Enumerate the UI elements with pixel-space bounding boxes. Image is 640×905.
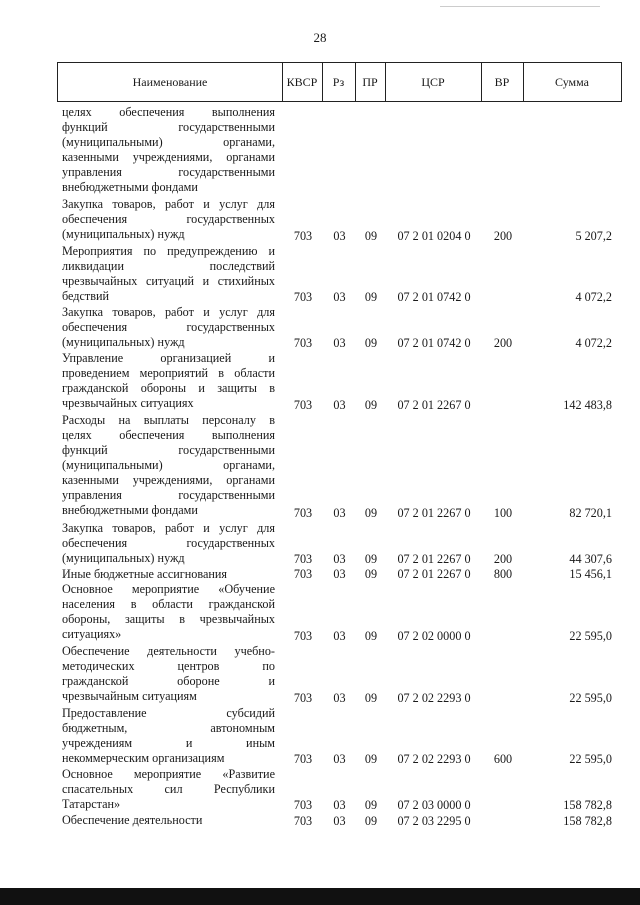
cell-rz: 03 [333,551,346,566]
row-name [62,706,275,766]
table-row [0,813,640,828]
cell-pr: 09 [364,690,378,705]
cell-csr: 07 2 01 2267 0 [397,551,471,566]
row-name-line: ситуациях» [62,627,122,642]
row-name-line: (муниципальных) нужд [62,335,185,350]
cell-pr: 09 [364,397,378,412]
row-name [62,521,275,566]
cell-kvsr: 703 [293,290,313,305]
table-row [0,706,640,768]
cell-pr: 09 [364,505,378,520]
cell-kvsr: 703 [293,505,313,520]
cell-rz: 03 [333,628,346,643]
cell-sum: 4 072,2 [575,290,612,305]
row-name-line: (муниципальными) органами, [62,135,275,149]
cell-kvsr: 703 [293,813,313,828]
cell-pr: 09 [364,752,378,767]
page-number: 28 [313,30,327,45]
row-name-line: населения в области гражданской [62,597,275,612]
cell-vr: 200 [493,336,513,351]
header-pr: ПР [355,62,386,102]
cell-rz: 03 [333,752,346,767]
cell-sum: 22 595,0 [569,628,612,643]
table-row [0,305,640,351]
cell-rz: 03 [333,397,346,412]
row-name-line: Предоставление субсидий [62,705,275,720]
cell-sum: 5 207,2 [575,228,612,243]
row-name [62,197,275,242]
row-name [62,644,275,704]
cell-kvsr: 703 [293,336,313,351]
cell-rz: 03 [333,813,346,828]
cell-csr: 07 2 03 2295 0 [397,813,471,828]
row-name-line: Закупка товаров, работ и услуг для [62,197,275,212]
cell-pr: 09 [364,567,378,582]
row-name-line: целях обеспечения выполнения [62,428,275,442]
row-name-line: Расходы на выплаты персоналу в [62,413,275,427]
row-name [62,244,275,304]
row-name-line: обеспечения государственных [62,535,275,550]
header-rz: Рз [322,62,356,102]
row-name-line: Закупка товаров, работ и услуг для [62,305,275,320]
cell-sum: 22 595,0 [569,752,612,767]
row-name-line: обеспечения государственных [62,320,275,335]
cell-kvsr: 703 [293,798,313,813]
row-name [62,305,275,350]
cell-vr: 200 [493,551,513,566]
row-name-line: учреждениям и иным [62,735,275,750]
row-name-line: обороны, защиты в чрезвычайных [62,612,275,627]
cell-vr: 100 [493,505,513,520]
cell-rz: 03 [333,228,346,243]
row-name [62,105,275,195]
row-name-line: Обеспечение деятельности [62,813,203,828]
cell-kvsr: 703 [293,551,313,566]
cell-sum: 44 307,6 [569,551,612,566]
row-name-line: ликвидации последствий [62,258,275,273]
row-name-line: гражданской обороны и защиты в [62,381,275,396]
row-name-line: чрезвычайных ситуациях [62,396,194,411]
row-name-line: спасательных сил Республики [62,782,275,797]
cell-vr: 600 [493,752,513,767]
cell-kvsr: 703 [293,752,313,767]
row-name-line: внебюджетными фондами [62,503,198,517]
cell-csr: 07 2 01 0204 0 [397,228,471,243]
header-kvsr: КВСР [282,62,323,102]
row-name-line: (муниципальными) органами, [62,458,275,472]
row-name-line: Основное мероприятие «Развитие [62,767,275,782]
row-name-line: управления государственными [62,165,275,179]
row-name-line: (муниципальных) нужд [62,227,185,242]
row-name-line: функций государственными [62,443,275,457]
row-name-line: внебюджетными фондами [62,180,198,194]
row-name-line: Обеспечение деятельности учебно- [62,644,275,658]
cell-kvsr: 703 [293,228,313,243]
row-name [62,813,275,828]
table-row [0,582,640,644]
cell-csr: 07 2 02 2293 0 [397,690,471,705]
row-name-line: казенными учреждениями, органами [62,473,275,487]
row-name-line: Мероприятия по предупреждению и [62,243,275,258]
cell-sum: 82 720,1 [569,505,612,520]
cell-vr: 200 [493,228,513,243]
table-row [0,567,640,582]
table-row [0,767,640,813]
cell-sum: 22 595,0 [569,690,612,705]
cell-kvsr: 703 [293,628,313,643]
row-name-line: Управление организацией и [62,351,275,366]
cell-sum: 15 456,1 [569,567,612,582]
cell-pr: 09 [364,813,378,828]
cell-rz: 03 [333,798,346,813]
table-row [0,644,640,706]
row-name-line: казенными учреждениями, органами [62,150,275,164]
scan-artifact [440,6,600,7]
cell-csr: 07 2 01 2267 0 [397,567,471,582]
cell-rz: 03 [333,290,346,305]
row-name-line: Основное мероприятие «Обучение [62,582,275,597]
row-name [62,351,275,411]
cell-sum: 158 782,8 [563,798,612,813]
cell-csr: 07 2 02 2293 0 [397,752,471,767]
header-vr: ВР [481,62,524,102]
row-name-line: управления государственными [62,488,275,502]
cell-rz: 03 [333,567,346,582]
table-row [0,105,640,197]
table-row [0,197,640,243]
cell-csr: 07 2 02 0000 0 [397,628,471,643]
row-name-line: обеспечения государственных [62,212,275,227]
header-csr: ЦСР [385,62,482,102]
cell-sum: 158 782,8 [563,813,612,828]
cell-pr: 09 [364,228,378,243]
row-name-line: (муниципальных) нужд [62,550,185,565]
header-name: Наименование [57,62,283,102]
row-name-line: Закупка товаров, работ и услуг для [62,520,275,535]
row-name-line: методических центров по [62,659,275,673]
row-name-line: Татарстан» [62,797,121,812]
cell-pr: 09 [364,336,378,351]
cell-sum: 4 072,2 [575,336,612,351]
cell-rz: 03 [333,336,346,351]
row-name [62,567,275,582]
row-name-line: целях обеспечения выполнения [62,105,275,119]
row-name-line: некоммерческим организациям [62,750,225,765]
table-row [0,351,640,413]
cell-rz: 03 [333,690,346,705]
cell-pr: 09 [364,798,378,813]
cell-pr: 09 [364,551,378,566]
cell-rz: 03 [333,505,346,520]
row-name-line: бюджетным, автономным [62,720,275,735]
row-name-line: чрезвычайным ситуациям [62,689,197,703]
scan-bottom-edge [0,888,640,905]
row-name-line: бедствий [62,288,110,303]
table-row [0,413,640,521]
row-name-line: чрезвычайных ситуаций и стихийных [62,273,275,288]
cell-csr: 07 2 01 2267 0 [397,505,471,520]
table-row [0,521,640,567]
cell-csr: 07 2 03 0000 0 [397,798,471,813]
cell-pr: 09 [364,290,378,305]
cell-kvsr: 703 [293,690,313,705]
row-name-line: проведением мероприятий в области [62,366,275,381]
row-name-line: гражданской обороне и [62,674,275,688]
table-row [0,244,640,306]
row-name [62,413,275,518]
header-sum: Сумма [523,62,622,102]
cell-csr: 07 2 01 2267 0 [397,397,471,412]
cell-csr: 07 2 01 0742 0 [397,336,471,351]
row-name [62,582,275,642]
cell-kvsr: 703 [293,397,313,412]
cell-sum: 142 483,8 [563,397,612,412]
row-name-line: Иные бюджетные ассигнования [62,567,228,581]
cell-csr: 07 2 01 0742 0 [397,290,471,305]
row-name-line: функций государственными [62,120,275,134]
row-name [62,767,275,812]
cell-vr: 800 [493,567,513,582]
cell-pr: 09 [364,628,378,643]
cell-kvsr: 703 [293,567,313,582]
